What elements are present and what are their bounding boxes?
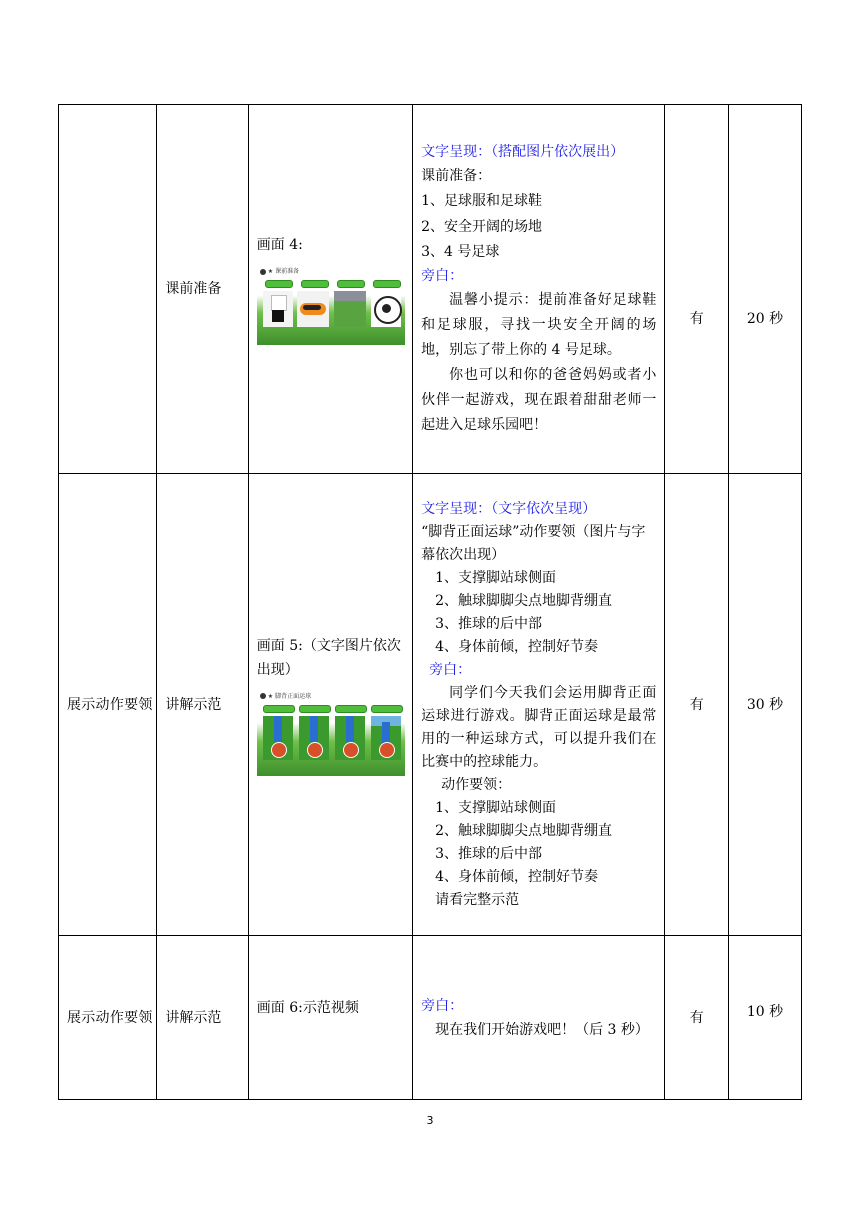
table-row	[59, 936, 802, 1100]
content-cell	[413, 105, 665, 474]
narration-paragraph: 现在我们开始游戏吧！（后 3 秒）	[435, 1021, 649, 1038]
dribble-photo	[263, 716, 293, 760]
list-item: 4、身体前倾，控制好节奏	[435, 638, 599, 655]
caption-pill	[299, 705, 331, 713]
duration-cell: 10 秒	[729, 936, 802, 1100]
caption-pill	[301, 280, 329, 288]
duration-cell: 30 秒	[729, 474, 802, 936]
list-item: 3、推球的后中部	[435, 845, 543, 862]
section-cell: 讲解示范	[157, 936, 248, 1100]
duration-cell: 20 秒	[729, 105, 802, 474]
narration-label: 旁白：	[421, 268, 464, 284]
screen-cell: 画面 6:示范视频	[248, 936, 412, 1100]
list-item: 4、身体前倾，控制好节奏	[435, 868, 599, 885]
text-presentation-title: 文字呈现：（文字依次呈现）	[421, 500, 597, 517]
list-item: 3、4 号足球	[421, 244, 500, 260]
caption-pill	[373, 280, 401, 288]
narration-paragraph: 你也可以和你的爸爸妈妈或者小伙伴一起游戏，现在跟着甜甜老师一起进入足球乐园吧！	[421, 367, 657, 433]
list-item: 3、推球的后中部	[435, 615, 543, 632]
screen-label: 画面 5:（文字图片依次出现）	[256, 637, 401, 678]
storyboard-table	[58, 104, 802, 1100]
screen-label: 画面 4:	[256, 237, 303, 253]
caption-pill	[265, 280, 293, 288]
page-number: 3	[426, 1114, 434, 1127]
dribble-photo	[335, 716, 365, 760]
screen-thumbnail	[257, 265, 405, 345]
screen-cell	[248, 474, 412, 936]
jersey-photo	[263, 291, 293, 327]
caption-pill	[371, 705, 403, 713]
list-item: 1、足球服和足球鞋	[421, 193, 543, 209]
segment-cell	[59, 105, 157, 474]
logo-icon	[260, 693, 266, 699]
list-item: 2、触球脚脚尖点地脚背绷直	[435, 822, 613, 839]
closing-line: 请看完整示范	[435, 891, 520, 908]
section-cell: 课前准备	[157, 105, 248, 474]
narration-paragraph: 温馨小提示：提前准备好足球鞋和足球服，寻找一块安全开阔的场地，别忘了带上你的 4 号足球。	[421, 292, 657, 358]
narration-paragraph: 同学们今天我们会运用脚背正面运球进行游戏。脚背正面运球是最常用的一种运球方式，可以提升我们在比赛中的控球能力。	[421, 684, 657, 770]
section-cell: 讲解示范	[157, 474, 248, 936]
text-intro: “脚背正面运球”动作要领（图片与字幕依次出现）	[421, 523, 646, 563]
thumbnail-header: ★ 脚背正面运球	[260, 693, 311, 701]
list-item: 1、支撑脚站球侧面	[435, 569, 557, 586]
list-item: 2、安全开阔的场地	[421, 219, 543, 235]
logo-icon	[260, 269, 266, 275]
table-row	[59, 474, 802, 936]
cleats-photo	[297, 291, 329, 327]
list-item: 1、支撑脚站球侧面	[435, 799, 557, 816]
caption-pill	[335, 705, 367, 713]
thumbnail-header: ★ 课前准备	[260, 268, 299, 276]
dribble-photo	[371, 716, 401, 760]
has-cell: 有	[665, 474, 729, 936]
segment-cell: 展示动作要领	[59, 936, 157, 1100]
text-presentation-title: 文字呈现：（搭配图片依次展出）	[421, 144, 625, 160]
has-cell: 有	[665, 936, 729, 1100]
content-cell	[413, 474, 665, 936]
steps-label: 动作要领：	[441, 776, 512, 793]
has-cell: 有	[665, 105, 729, 474]
caption-pill	[263, 705, 295, 713]
field-photo	[334, 291, 366, 327]
segment-cell: 展示动作要领	[59, 474, 157, 936]
ball-photo	[371, 291, 401, 327]
content-cell	[413, 936, 665, 1100]
list-item: 2、触球脚脚尖点地脚背绷直	[435, 592, 613, 609]
dribble-photo	[299, 716, 329, 760]
table-row	[59, 105, 802, 474]
list-item: 课前准备：	[421, 168, 492, 184]
narration-label: 旁白：	[421, 997, 464, 1014]
screen-thumbnail	[257, 690, 405, 776]
screen-cell	[248, 105, 412, 474]
caption-pill	[337, 280, 365, 288]
narration-label: 旁白：	[429, 661, 472, 678]
